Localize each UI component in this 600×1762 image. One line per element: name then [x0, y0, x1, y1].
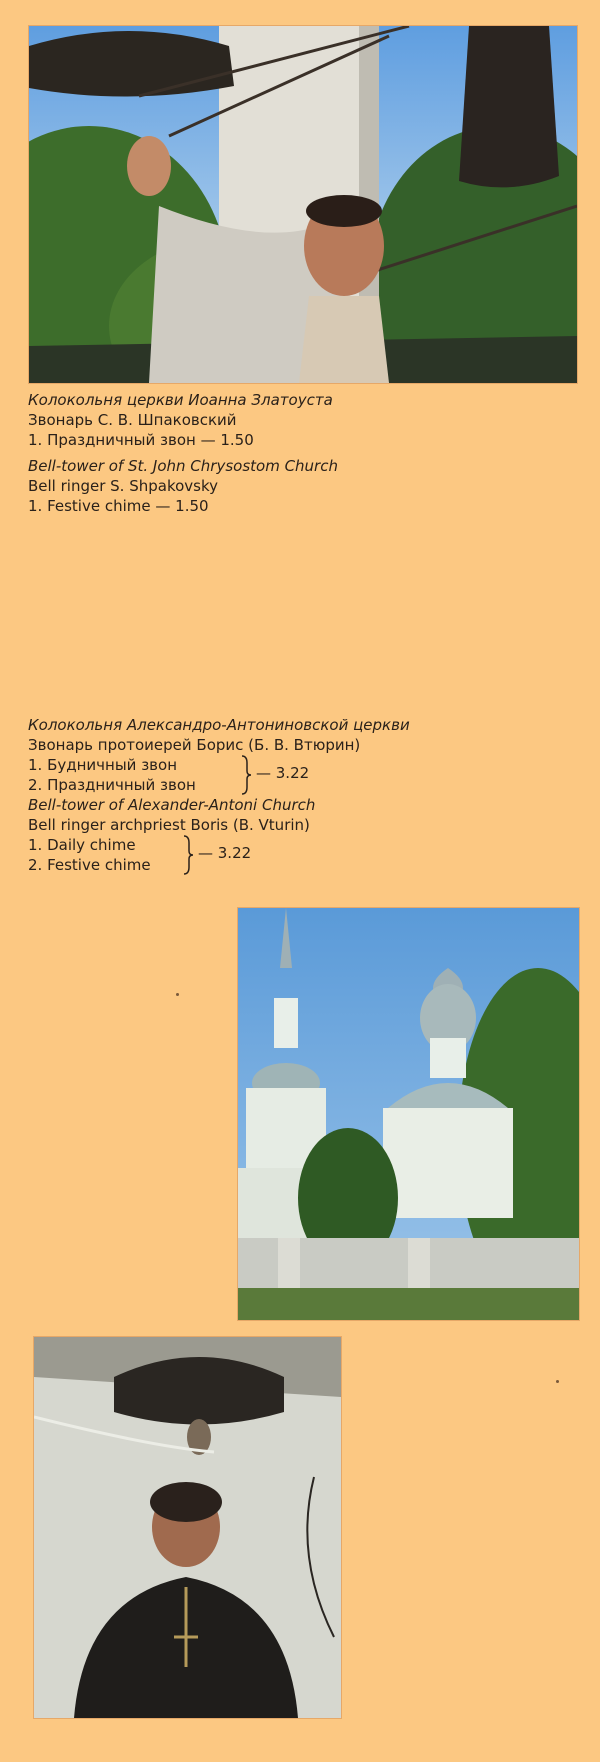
brace-icon [240, 755, 252, 795]
ru-title-1: Колокольня церкви Иоанна Златоуста [28, 391, 333, 409]
ru-track-2a: 1. Будничный звон [28, 756, 178, 774]
bell-ringer-photo [28, 25, 578, 384]
en-track-2a: 1. Daily chime [28, 836, 136, 854]
paper-fleck [176, 993, 179, 996]
ru-ringer-1: Звонарь С. В. Шпаковский [28, 411, 237, 429]
caption-section-1 [28, 390, 338, 516]
caption-section-2 [28, 715, 410, 875]
en-title-2: Bell-tower of Alexander-Antoni Church [28, 796, 316, 814]
ru-duration-2: — 3.22 [256, 764, 310, 782]
paper-fleck [556, 1380, 559, 1383]
en-ringer-2: Bell ringer archpriest Boris (B. Vturin) [28, 816, 310, 834]
ru-ringer-2: Звонарь протоиерей Борис (Б. В. Втюрин) [28, 736, 361, 754]
ru-title-2: Колокольня Александро-Антониновской церкви [28, 716, 410, 734]
en-track-2b: 2. Festive chime [28, 856, 151, 874]
en-ringer-1: Bell ringer S. Shpakovsky [28, 477, 218, 495]
church-photo [237, 907, 580, 1321]
ru-track-group [28, 755, 310, 795]
brace-icon [182, 835, 194, 875]
ru-track-2b: 2. Праздничный звон [28, 776, 196, 794]
ru-track-1: 1. Праздничный звон — 1.50 [28, 431, 254, 449]
archpriest-photo [33, 1336, 342, 1719]
en-title-1: Bell-tower of St. John Chrysostom Church [28, 457, 338, 475]
en-track-1: 1. Festive chime — 1.50 [28, 497, 209, 515]
en-duration-2: — 3.22 [198, 844, 252, 862]
en-track-group [28, 835, 252, 875]
